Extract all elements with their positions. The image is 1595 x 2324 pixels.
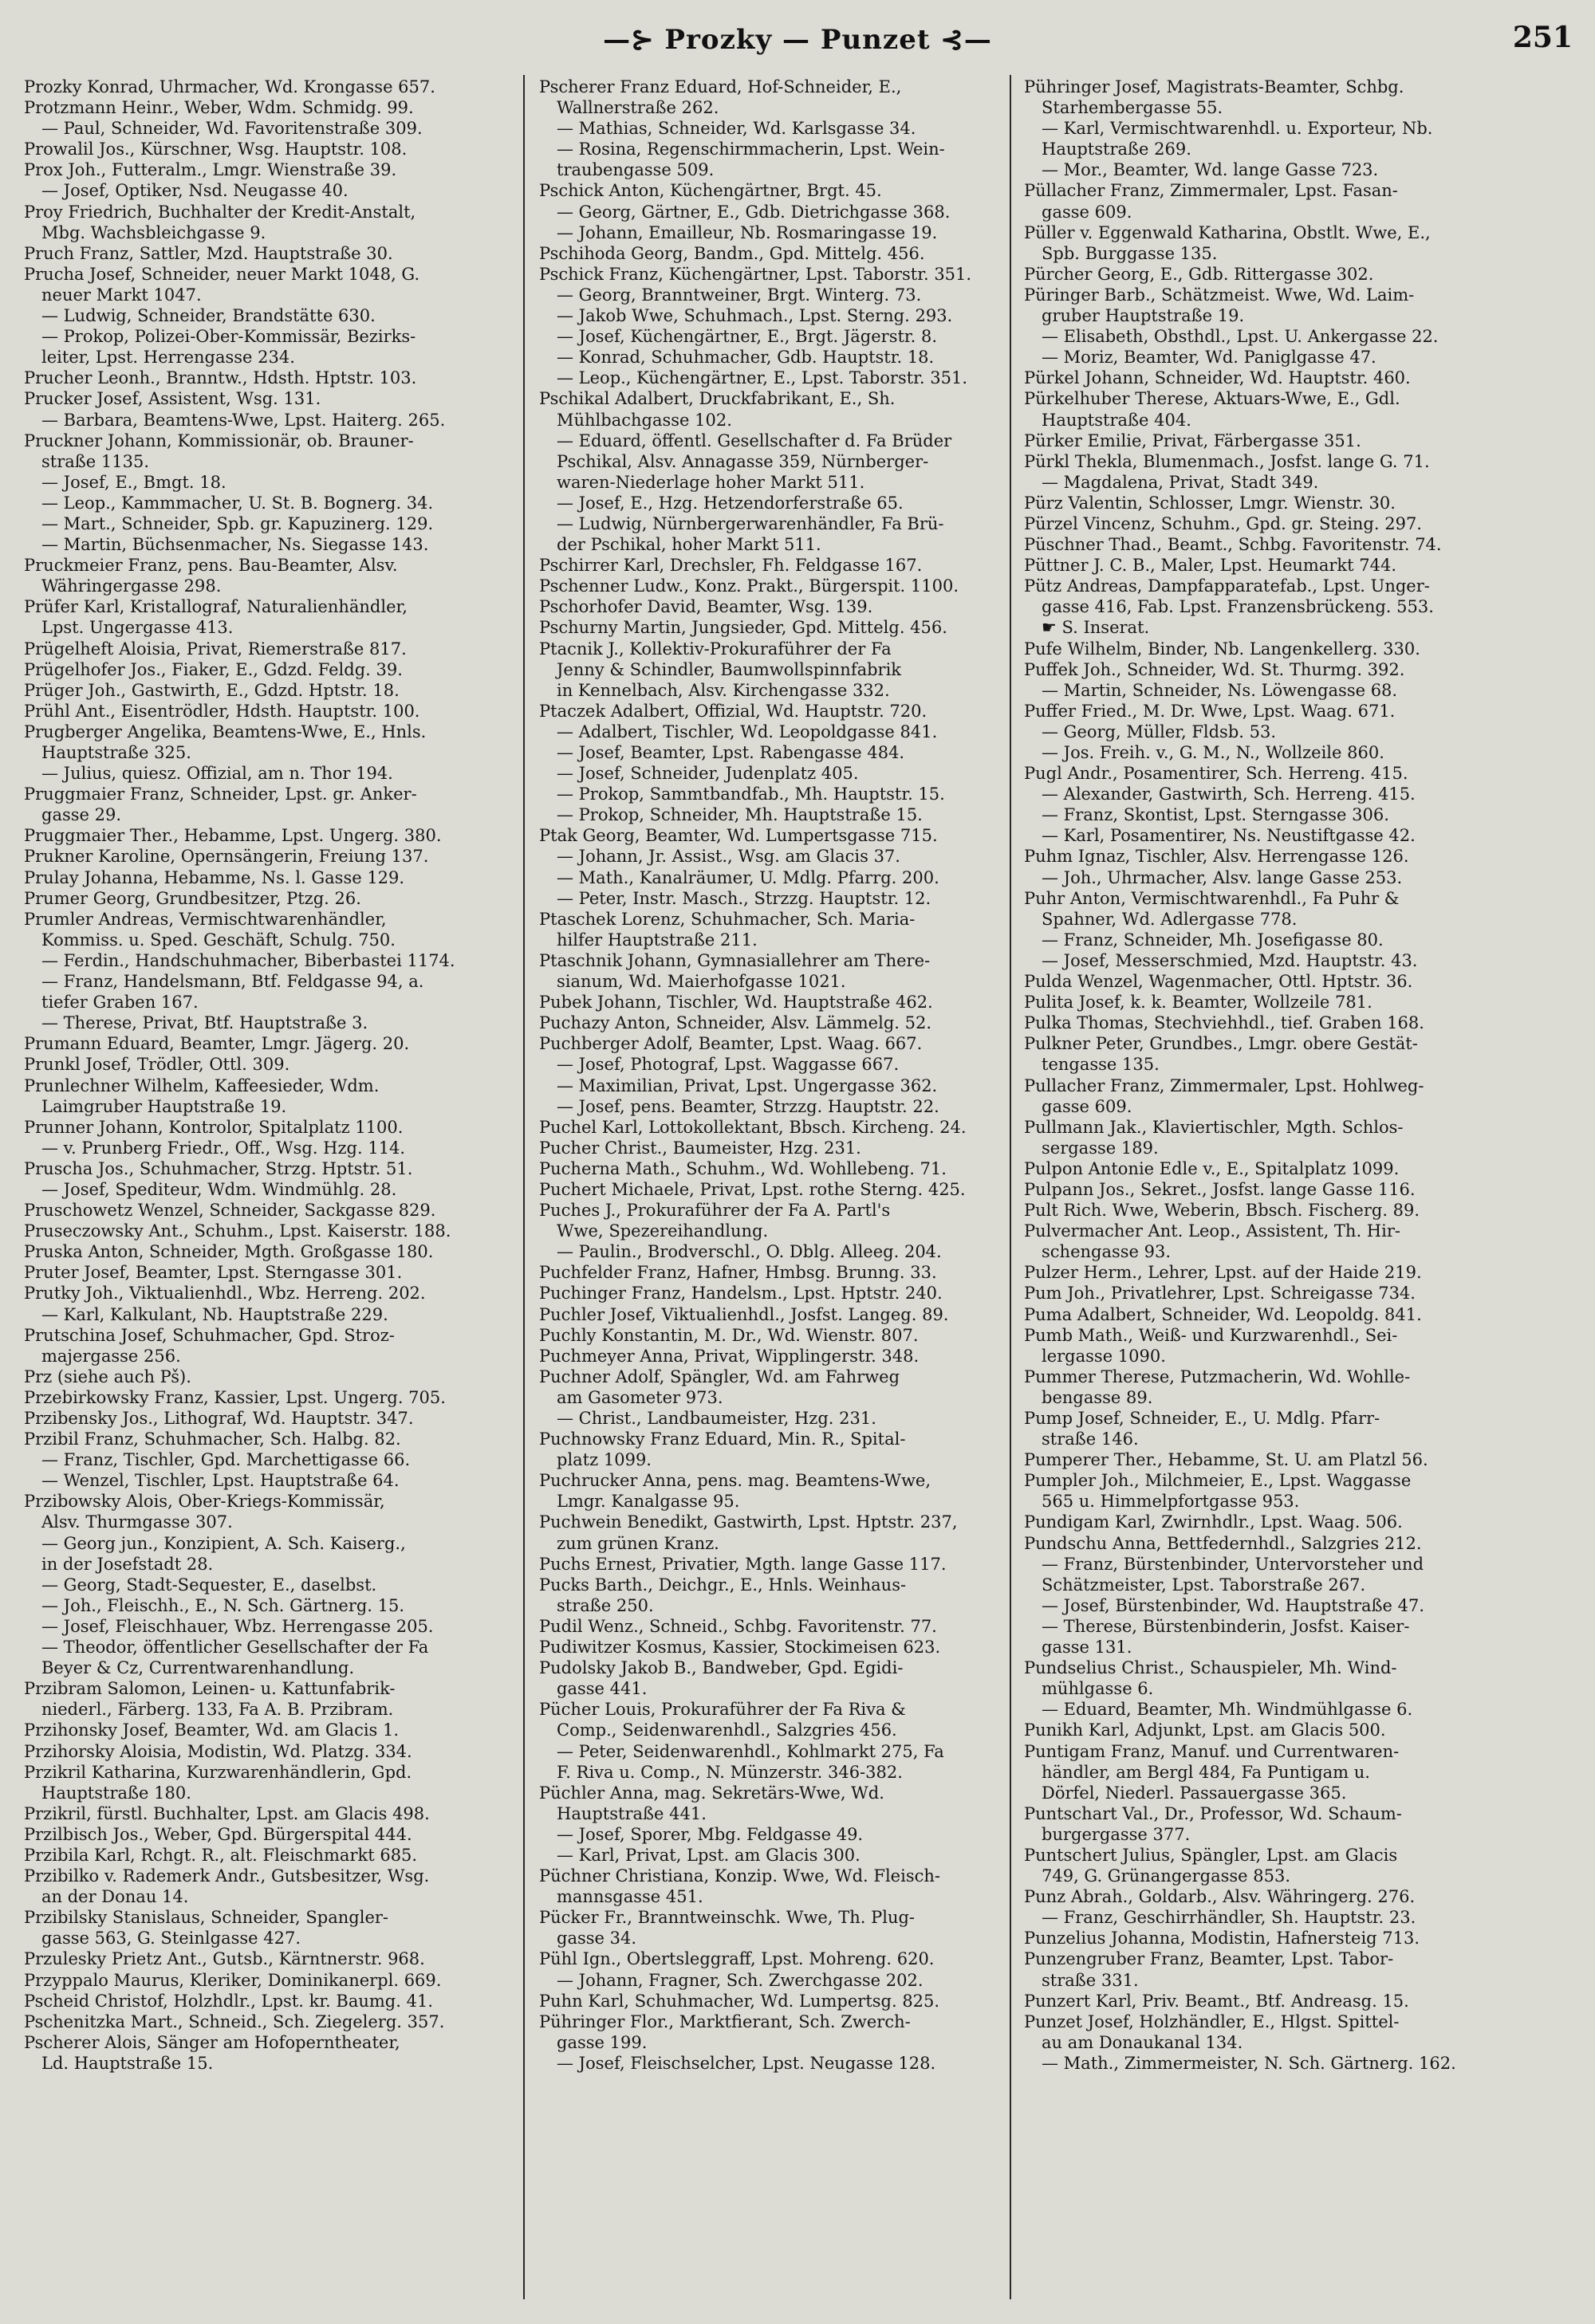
directory-entry-continuation: straße 250. xyxy=(557,1595,654,1615)
directory-entry: Pulzer Herm., Lehrer, Lpst. auf der Haide 219. xyxy=(1024,1263,1422,1283)
directory-entry: Prumler Andreas, Vermischtwarenhändler, xyxy=(24,909,387,929)
directory-entry: Pullmann Jak., Klaviertischler, Mgth. Schlos- xyxy=(1024,1117,1404,1137)
directory-entry: Puchrucker Anna, pens. mag. Beamtens-Wwe, xyxy=(539,1471,931,1491)
directory-entry: Puhr Anton, Vermischtwarenhdl., Fa Puhr & xyxy=(1024,888,1400,908)
directory-entry-continuation: gasse 609. xyxy=(1042,1096,1132,1116)
directory-entry: Prumann Eduard, Beamter, Lmgr. Jägerg. 20. xyxy=(24,1034,410,1054)
directory-entry: Puhn Karl, Schuhmacher, Wd. Lumpertsg. 825. xyxy=(539,1991,940,2011)
directory-entry: Punikh Karl, Adjunkt, Lpst. am Glacis 500. xyxy=(1024,1720,1386,1740)
directory-entry-continuation: Wallnerstraße 262. xyxy=(557,98,719,118)
directory-entry: Ptaschek Lorenz, Schuhmacher, Sch. Maria- xyxy=(539,909,916,929)
directory-subentry: — Martin, Büchsenmacher, Ns. Siegasse 143. xyxy=(41,535,429,555)
directory-entry: Pucher Christ., Baumeister, Hzg. 231. xyxy=(539,1138,861,1158)
directory-subentry: — Barbara, Beamtens-Wwe, Lpst. Haiterg. 265. xyxy=(41,410,446,430)
directory-entry: Pumpler Joh., Milchmeier, E., Lpst. Waggasse xyxy=(1024,1471,1412,1491)
directory-entry: Pruch Franz, Sattler, Mzd. Hauptstraße 30. xyxy=(24,243,393,263)
directory-entry-continuation: Ld. Hauptstraße 15. xyxy=(41,2053,214,2073)
directory-entry: Punz Abrah., Goldarb., Alsv. Währingerg. 276. xyxy=(1024,1887,1416,1907)
directory-subentry: — Franz, Tischler, Gpd. Marchettigasse 66. xyxy=(41,1450,411,1470)
directory-entry-continuation: Hauptstraße 180. xyxy=(41,1783,191,1803)
directory-entry: Puffek Joh., Schneider, Wd. St. Thurmg. 392. xyxy=(1024,659,1405,679)
directory-subentry: — Johann, Emailleur, Nb. Rosmaringasse 19. xyxy=(557,222,938,242)
directory-entry: Pürcher Georg, E., Gdb. Rittergasse 302. xyxy=(1024,264,1374,284)
directory-entry: Pullacher Franz, Zimmermaler, Lpst. Hohlweg- xyxy=(1024,1075,1424,1095)
directory-entry-continuation: majergasse 256. xyxy=(41,1346,181,1366)
directory-entry-continuation: hilfer Hauptstraße 211. xyxy=(557,930,758,950)
directory-entry: Pruckmeier Franz, pens. Bau-Beamter, Alsv. xyxy=(24,556,398,576)
directory-subentry: — Math., Zimmermeister, N. Sch. Gärtnerg. 162. xyxy=(1042,2053,1456,2073)
directory-subentry: — Jos. Freih. v., G. M., N., Wollzeile 860. xyxy=(1042,743,1384,762)
directory-entry: Pschenitzka Mart., Schneid., Sch. Ziegelerg. 357. xyxy=(24,2011,445,2031)
directory-subentry: — Josef, Bürstenbinder, Wd. Hauptstraße 47. xyxy=(1042,1595,1425,1615)
directory-entry-continuation: gasse 34. xyxy=(557,1929,637,1948)
directory-entry: Püttner J. C. B., Maler, Lpst. Heumarkt 744. xyxy=(1024,556,1397,576)
directory-entry: Pscheid Christof, Holzhdlr., Lpst. kr. Baumg. 41. xyxy=(24,1991,433,2011)
directory-entry: Przikril Katharina, Kurzwarenhändlerin, Gpd. xyxy=(24,1762,412,1782)
directory-entry-continuation: Hauptstraße 325. xyxy=(41,743,191,762)
directory-entry: Przibensky Jos., Lithograf, Wd. Hauptstr. 347. xyxy=(24,1409,414,1428)
directory-entry-continuation: Kommiss. u. Sped. Geschäft, Schulg. 750. xyxy=(41,930,396,950)
directory-entry: Puchmeyer Anna, Privat, Wipplingerstr. 348. xyxy=(539,1346,920,1366)
directory-subentry: — Wenzel, Tischler, Lpst. Hauptstraße 64. xyxy=(41,1471,400,1491)
directory-entry: Pücker Fr., Branntweinschk. Wwe, Th. Plug- xyxy=(539,1908,916,1928)
directory-subentry: — Magdalena, Privat, Stadt 349. xyxy=(1042,472,1319,492)
directory-subentry: — Jakob Wwe, Schuhmach., Lpst. Sterng. 293. xyxy=(557,306,953,326)
directory-subentry: — Georg, Müller, Fldsb. 53. xyxy=(1042,722,1277,741)
directory-entry-continuation: tengasse 135. xyxy=(1042,1055,1160,1075)
directory-subentry: — Leop., Kammmacher, U. St. B. Bognerg. 34. xyxy=(41,493,434,513)
directory-subentry: — Karl, Posamentirer, Ns. Neustiftgasse 42. xyxy=(1042,826,1416,846)
directory-entry: Prüger Joh., Gastwirth, E., Gdzd. Hptstr. 18. xyxy=(24,680,400,700)
directory-entry-continuation: sergasse 189. xyxy=(1042,1138,1159,1158)
directory-entry-continuation: in Kennelbach, Alsv. Kirchengasse 332. xyxy=(557,680,890,700)
directory-subentry: — Leop., Küchengärtner, E., Lpst. Taborstr. 351. xyxy=(557,368,968,388)
directory-entry: Pulpon Antonie Edle v., E., Spitalplatz 1099. xyxy=(1024,1158,1400,1178)
directory-entry-continuation: gasse 131. xyxy=(1042,1638,1132,1657)
directory-column-right xyxy=(1024,77,1574,2301)
directory-subentry: — Josef, Sporer, Mbg. Feldgasse 49. xyxy=(557,1824,864,1844)
column-divider xyxy=(523,75,525,2299)
directory-entry: Przibila Karl, Rchgt. R., alt. Fleischmarkt 685. xyxy=(24,1845,418,1865)
directory-entry: Puchnowsky Franz Eduard, Min. R., Spital- xyxy=(539,1429,906,1449)
directory-subentry: — Paul, Schneider, Wd. Favoritenstraße 309. xyxy=(41,119,423,139)
directory-entry: Pummer Therese, Putzmacherin, Wd. Wohlle- xyxy=(1024,1366,1411,1386)
directory-entry: Pürker Emilie, Privat, Färbergasse 351. xyxy=(1024,431,1361,450)
directory-entry-continuation: Starhembergasse 55. xyxy=(1042,98,1223,118)
directory-entry: Przihorsky Aloisia, Modistin, Wd. Platzg. 334. xyxy=(24,1741,412,1761)
directory-entry: Pühringer Josef, Magistrats-Beamter, Schbg. xyxy=(1024,77,1404,96)
directory-subentry: — Johann, Fragner, Sch. Zwerchgasse 202. xyxy=(557,1970,924,1990)
directory-entry: Pühl Ign., Obertsleggraff, Lpst. Mohreng. 620. xyxy=(539,1949,935,1969)
directory-entry-continuation: am Gasometer 973. xyxy=(557,1387,723,1407)
directory-entry: Prz (siehe auch Pš). xyxy=(24,1366,191,1386)
directory-entry: Pschikal Adalbert, Druckfabrikant, E., Sh. xyxy=(539,389,896,409)
directory-entry: Ptacnik J., Kollektiv-Prokuraführer der Fa xyxy=(539,639,892,659)
directory-entry-continuation: F. Riva u. Comp., N. Münzerstr. 346-382. xyxy=(557,1762,903,1782)
directory-entry-continuation: an der Donau 14. xyxy=(41,1887,189,1907)
directory-entry-continuation: leiter, Lpst. Herrengasse 234. xyxy=(41,348,295,368)
directory-entry: Pum Joh., Privatlehrer, Lpst. Schreigasse 734. xyxy=(1024,1284,1416,1304)
directory-entry: Pschick Anton, Küchengärtner, Brgt. 45. xyxy=(539,181,882,201)
directory-entry-continuation: in der Josefstadt 28. xyxy=(41,1554,214,1574)
directory-entry: Pulka Thomas, Stechviehhdl., tief. Graben 168. xyxy=(1024,1013,1424,1033)
directory-entry: Püchner Christiana, Konzip. Wwe, Wd. Fleisch- xyxy=(539,1866,940,1886)
directory-subentry: — Theodor, öffentlicher Gesellschafter der Fa xyxy=(41,1638,429,1657)
directory-entry-continuation: Spahner, Wd. Adlergasse 778. xyxy=(1042,909,1298,929)
directory-entry: Puchner Adolf, Spängler, Wd. am Fahrweg xyxy=(539,1366,900,1386)
directory-subentry: — Josef, Photograf, Lpst. Waggasse 667. xyxy=(557,1055,900,1075)
directory-entry: Ptaschnik Johann, Gymnasiallehrer am There- xyxy=(539,950,931,970)
directory-entry: Puchwein Benedikt, Gastwirth, Lpst. Hptstr. 237, xyxy=(539,1512,958,1532)
directory-entry: Püschner Thad., Beamt., Schbg. Favoritenstr. 74. xyxy=(1024,535,1442,555)
directory-entry: Prozky Konrad, Uhrmacher, Wd. Krongasse 657. xyxy=(24,77,435,96)
directory-entry: Pundselius Christ., Schauspieler, Mh. Wind- xyxy=(1024,1658,1397,1678)
directory-entry: Pruckner Johann, Kommissionär, ob. Brauner- xyxy=(24,431,414,450)
directory-entry: Prunner Johann, Kontrolor, Spitalplatz 1100. xyxy=(24,1117,404,1137)
directory-entry-continuation: Jenny & Schindler, Baumwollspinnfabrik xyxy=(557,659,902,679)
directory-entry-continuation: Wwe, Spezereihandlung. xyxy=(557,1221,769,1241)
directory-subentry: — Franz, Handelsmann, Btf. Feldgasse 94, a. xyxy=(41,972,424,992)
directory-subentry: — Josef, Fleischselcher, Lpst. Neugasse 128. xyxy=(557,2053,936,2073)
directory-entry: Pürkl Thekla, Blumenmach., Josfst. lange G. 71. xyxy=(1024,451,1430,471)
directory-subentry: — Peter, Seidenwarenhdl., Kohlmarkt 275, Fa xyxy=(557,1741,944,1761)
directory-subentry: — Adalbert, Tischler, Wd. Leopoldgasse 841. xyxy=(557,722,938,741)
directory-entry: Pruschowetz Wenzel, Schneider, Sackgasse 829. xyxy=(24,1201,436,1221)
directory-entry: Pulita Josef, k. k. Beamter, Wollzeile 781. xyxy=(1024,993,1372,1013)
directory-entry: Prukner Karoline, Opernsängerin, Freiung 137. xyxy=(24,847,429,867)
directory-entry: Punzet Josef, Holzhändler, E., Hlgst. Spittel- xyxy=(1024,2011,1400,2031)
directory-subentry: — Josef, Optiker, Nsd. Neugasse 40. xyxy=(41,181,349,201)
directory-entry: Prüfer Karl, Kristallograf, Naturalienhändler, xyxy=(24,597,408,617)
directory-entry: Puma Adalbert, Schneider, Wd. Leopoldg. 841. xyxy=(1024,1304,1422,1324)
directory-entry: Pufe Wilhelm, Binder, Nb. Langenkellerg. 330. xyxy=(1024,639,1420,659)
directory-subentry: — Prokop, Schneider, Mh. Hauptstraße 15. xyxy=(557,805,923,825)
directory-entry-continuation: Spb. Burggasse 135. xyxy=(1042,243,1218,263)
directory-entry: Puchfelder Franz, Hafner, Hmbsg. Brunng. 33. xyxy=(539,1263,937,1283)
directory-entry: Pschorhofer David, Beamter, Wsg. 139. xyxy=(539,597,873,617)
directory-subentry: — Paulin., Brodverschl., O. Dblg. Alleeg. 204. xyxy=(557,1242,942,1262)
directory-entry: Pühringer Flor., Marktfierant, Sch. Zwerch- xyxy=(539,2011,911,2031)
directory-subentry: — Math., Kanalräumer, U. Mdlg. Pfarrg. 200. xyxy=(557,867,939,887)
directory-subentry: — Rosina, Regenschirmmacherin, Lpst. Wein- xyxy=(557,140,945,159)
page-number: 251 xyxy=(1512,21,1573,54)
directory-entry: Puntigam Franz, Manuf. und Currentwaren- xyxy=(1024,1741,1400,1761)
directory-entry: Püringer Barb., Schätzmeist. Wwe, Wd. Laim- xyxy=(1024,285,1415,305)
directory-entry-continuation: tiefer Graben 167. xyxy=(41,993,199,1013)
directory-subentry: — Moriz, Beamter, Wd. Paniglgasse 47. xyxy=(1042,348,1376,368)
directory-entry: Pscherer Alois, Sänger am Hofoperntheater, xyxy=(24,2032,400,2052)
column-divider xyxy=(1010,75,1011,2299)
directory-subentry: — Georg, Branntweiner, Brgt. Winterg. 73. xyxy=(557,285,922,305)
directory-subentry: — Christ., Landbaumeister, Hzg. 231. xyxy=(557,1409,876,1428)
directory-subentry: — Mathias, Schneider, Wd. Karlsgasse 34. xyxy=(557,119,916,139)
directory-entry: Pumperer Ther., Hebamme, St. U. am Platzl 56. xyxy=(1024,1450,1428,1470)
directory-entry-continuation: platz 1099. xyxy=(557,1450,652,1470)
directory-subentry: — Karl, Kalkulant, Nb. Hauptstraße 229. xyxy=(41,1304,388,1324)
directory-entry: Przikril, fürstl. Buchhalter, Lpst. am Glacis 498. xyxy=(24,1803,430,1823)
directory-entry: Przibilko v. Rademerk Andr., Gutsbesitzer, Wsg. xyxy=(24,1866,430,1886)
directory-subentry: — v. Prunberg Friedr., Off., Wsg. Hzg. 114. xyxy=(41,1138,406,1158)
directory-entry-continuation: gruber Hauptstraße 19. xyxy=(1042,306,1245,326)
directory-entry-continuation: Hauptstraße 404. xyxy=(1042,410,1191,430)
directory-subentry: — Franz, Schneider, Mh. Josefigasse 80. xyxy=(1042,930,1384,950)
directory-subentry: — Eduard, Beamter, Mh. Windmühlgasse 6. xyxy=(1042,1700,1413,1720)
directory-entry: Pult Rich. Wwe, Weberin, Bbsch. Fischerg. 89. xyxy=(1024,1201,1420,1221)
directory-entry: Pütz Andreas, Dampfapparatefab., Lpst. Unger- xyxy=(1024,576,1430,596)
directory-entry-continuation: Schätzmeister, Lpst. Taborstraße 267. xyxy=(1042,1575,1366,1595)
directory-entry: Pücher Louis, Prokuraführer der Fa Riva & xyxy=(539,1700,906,1720)
directory-entry: Pundschu Anna, Bettfedernhdl., Salzgries 212. xyxy=(1024,1533,1422,1553)
directory-entry: Puchert Michaele, Privat, Lpst. rothe Sterng. 425. xyxy=(539,1179,966,1199)
directory-subentry: — Josef, E., Hzg. Hetzendorferstraße 65. xyxy=(557,493,904,513)
directory-subentry: — Josef, Küchengärtner, E., Brgt. Jägerstr. 8. xyxy=(557,327,938,347)
directory-subentry: — Alexander, Gastwirth, Sch. Herreng. 415. xyxy=(1042,784,1416,804)
directory-entry-continuation: straße 331. xyxy=(1042,1970,1139,1990)
directory-entry: Pschenner Ludw., Konz. Prakt., Bürgerspit. 1100. xyxy=(539,576,959,596)
directory-column-left xyxy=(24,77,518,2301)
directory-entry: Püchler Anna, mag. Sekretärs-Wwe, Wd. xyxy=(539,1783,884,1803)
directory-subentry: — Josef, Fleischhauer, Wbz. Herrengasse 205. xyxy=(41,1616,434,1636)
directory-entry: Pucherna Math., Schuhm., Wd. Wohllebeng. 71. xyxy=(539,1158,947,1178)
directory-entry: Puchly Konstantin, M. Dr., Wd. Wienstr. 807. xyxy=(539,1325,919,1345)
directory-entry: Prumer Georg, Grundbesitzer, Ptzg. 26. xyxy=(24,888,361,908)
directory-entry: Pundigam Karl, Zwirnhdlr., Lpst. Waag. 506. xyxy=(1024,1512,1403,1532)
directory-entry-continuation: händler, am Bergl 484, Fa Puntigam u. xyxy=(1042,1762,1370,1782)
directory-subentry: — Georg jun., Konzipient, A. Sch. Kaiserg., xyxy=(41,1533,406,1553)
directory-entry-continuation: gasse 441. xyxy=(557,1679,648,1699)
directory-subentry: — Julius, quiesz. Offizial, am n. Thor 194. xyxy=(41,764,393,784)
directory-subentry: — Therese, Privat, Btf. Hauptstraße 3. xyxy=(41,1013,368,1033)
directory-subentry: — Josef, Spediteur, Wdm. Windmühlg. 28. xyxy=(41,1179,397,1199)
directory-entry-continuation: Lmgr. Kanalgasse 95. xyxy=(557,1492,740,1512)
directory-entry-continuation: niederl., Färberg. 133, Fa A. B. Przibram. xyxy=(41,1700,394,1720)
directory-subentry: — Ferdin., Handschuhmacher, Biberbastei 1174. xyxy=(41,950,455,970)
directory-entry-continuation: Lpst. Ungergasse 413. xyxy=(41,618,234,638)
directory-entry-continuation: Beyer & Cz, Currentwarenhandlung. xyxy=(41,1658,355,1678)
directory-entry-continuation: der Pschikal, hoher Markt 511. xyxy=(557,535,821,555)
directory-entry: Prutschina Josef, Schuhmacher, Gpd. Stroz- xyxy=(24,1325,395,1345)
directory-entry-continuation: Laimgruber Hauptstraße 19. xyxy=(41,1096,287,1116)
directory-subentry: — Josef, E., Bmgt. 18. xyxy=(41,472,226,492)
directory-entry: Pulvermacher Ant. Leop., Assistent, Th. Hir- xyxy=(1024,1221,1400,1241)
directory-subentry: — Prokop, Sammtbandfab., Mh. Hauptstr. 15. xyxy=(557,784,945,804)
directory-subentry: — Josef, pens. Beamter, Strzzg. Hauptstr. 22. xyxy=(557,1096,939,1116)
directory-subentry: — Franz, Bürstenbinder, Untervorsteher und xyxy=(1042,1554,1424,1574)
directory-entry: Pürzel Vincenz, Schuhm., Gpd. gr. Steing. 297. xyxy=(1024,513,1422,533)
directory-entry-continuation: Mbg. Wachsbleichgasse 9. xyxy=(41,222,266,242)
directory-entry: Püllacher Franz, Zimmermaler, Lpst. Fasan- xyxy=(1024,181,1398,201)
directory-entry: Punzert Karl, Priv. Beamt., Btf. Andreasg. 15. xyxy=(1024,1991,1409,2011)
directory-entry: Prutky Joh., Viktualienhdl., Wbz. Herreng. 202. xyxy=(24,1284,426,1304)
directory-entry: Przyppalo Maurus, Kleriker, Dominikanerpl. 669. xyxy=(24,1970,442,1990)
directory-entry: Pruska Anton, Schneider, Mgth. Großgasse 180. xyxy=(24,1242,434,1262)
directory-entry: Pschick Franz, Küchengärtner, Lpst. Taborstr. 351. xyxy=(539,264,972,284)
directory-subentry: — Franz, Geschirrhändler, Sh. Hauptstr. 23. xyxy=(1042,1908,1416,1928)
directory-entry: Pschihoda Georg, Bandm., Gpd. Mittelg. 456. xyxy=(539,243,925,263)
directory-subentry: — Karl, Vermischtwarenhdl. u. Exporteur, Nb. xyxy=(1042,119,1433,139)
directory-entry-continuation: Alsv. Thurmgasse 307. xyxy=(41,1512,233,1532)
directory-entry-continuation: bengasse 89. xyxy=(1042,1387,1153,1407)
directory-entry: Pschurny Martin, Jungsieder, Gpd. Mittelg. 456. xyxy=(539,618,947,638)
directory-entry: Pudil Wenz., Schneid., Schbg. Favoritenstr. 77. xyxy=(539,1616,937,1636)
directory-entry-continuation: Comp., Seidenwarenhdl., Salzgries 456. xyxy=(557,1720,897,1740)
directory-entry: Pudiwitzer Kosmus, Kassier, Stockimeisen 623. xyxy=(539,1638,941,1657)
directory-subentry: — Johann, Jr. Assist., Wsg. am Glacis 37. xyxy=(557,847,900,867)
directory-entry-continuation: schengasse 93. xyxy=(1042,1242,1172,1262)
directory-entry: Prunlechner Wilhelm, Kaffeesieder, Wdm. xyxy=(24,1075,380,1095)
directory-entry: Przibil Franz, Schuhmacher, Sch. Halbg. 82. xyxy=(24,1429,401,1449)
directory-subentry: — Mart., Schneider, Spb. gr. Kapuzinerg. 129. xyxy=(41,513,434,533)
directory-entry: Pulkner Peter, Grundbes., Lmgr. obere Gestät- xyxy=(1024,1034,1418,1054)
directory-subentry: — Ludwig, Nürnbergerwarenhändler, Fa Brü- xyxy=(557,513,944,533)
running-title: —⊱ Prozky — Punzet ⊰— xyxy=(603,24,992,56)
directory-entry: Prucker Josef, Assistent, Wsg. 131. xyxy=(24,389,321,409)
directory-entry: Protzmann Heinr., Weber, Wdm. Schmidg. 99. xyxy=(24,98,414,118)
directory-entry-continuation: Währingergasse 298. xyxy=(41,576,222,596)
directory-subentry: — Josef, Schneider, Judenplatz 405. xyxy=(557,764,859,784)
directory-entry: Przulesky Prietz Ant., Gutsb., Kärntnerstr. 968. xyxy=(24,1949,425,1969)
directory-entry-continuation: mühlgasse 6. xyxy=(1042,1679,1154,1699)
directory-subentry: — Eduard, öffentl. Gesellschafter d. Fa Brüder xyxy=(557,431,952,450)
directory-entry: Prunkl Josef, Trödler, Ottl. 309. xyxy=(24,1055,290,1075)
directory-subentry: — Josef, Beamter, Lpst. Rabengasse 484. xyxy=(557,743,905,762)
directory-entry: Puchinger Franz, Handelsm., Lpst. Hptstr. 240. xyxy=(539,1284,943,1304)
directory-entry: Puchel Karl, Lottokollektant, Bbsch. Kircheng. 24. xyxy=(539,1117,967,1137)
directory-entry: Puchazy Anton, Schneider, Alsv. Lämmelg. 52. xyxy=(539,1013,932,1033)
directory-entry-continuation: gasse 29. xyxy=(41,805,122,825)
directory-entry: Puntschert Julius, Spängler, Lpst. am Glacis xyxy=(1024,1845,1398,1865)
directory-entry: Prucher Leonh., Branntw., Hdsth. Hptstr. 103. xyxy=(24,368,417,388)
directory-entry-continuation: Mühlbachgasse 102. xyxy=(557,410,732,430)
directory-entry-continuation: 565 u. Himmelpfortgasse 953. xyxy=(1042,1492,1300,1512)
directory-entry-continuation: gasse 563, G. Steinlgasse 427. xyxy=(41,1929,301,1948)
directory-entry-continuation: sianum, Wd. Maierhofgasse 1021. xyxy=(557,972,846,992)
directory-entry-continuation: Hauptstraße 441. xyxy=(557,1803,707,1823)
directory-subentry: — Josef, Messerschmied, Mzd. Hauptstr. 43. xyxy=(1042,950,1418,970)
directory-entry: Przihonsky Josef, Beamter, Wd. am Glacis 1. xyxy=(24,1720,400,1740)
directory-subentry: — Franz, Skontist, Lpst. Sterngasse 306. xyxy=(1042,805,1389,825)
directory-entry: Pürz Valentin, Schlosser, Lmgr. Wienstr. 30. xyxy=(1024,493,1396,513)
directory-entry-continuation: Hauptstraße 269. xyxy=(1042,140,1191,159)
directory-entry-continuation: au am Donaukanal 134. xyxy=(1042,2032,1243,2052)
directory-entry-continuation: Dörfel, Niederl. Passauergasse 365. xyxy=(1042,1783,1347,1803)
directory-subentry: — Prokop, Polizei-Ober-Kommissär, Bezirks- xyxy=(41,327,416,347)
directory-column-middle xyxy=(539,77,1002,2301)
directory-subentry: ☛ S. Inserat. xyxy=(1042,618,1150,638)
directory-entry: Pschirrer Karl, Drechsler, Fh. Feldgasse 167. xyxy=(539,556,923,576)
directory-entry: Pürkel Johann, Schneider, Wd. Hauptstr. 460. xyxy=(1024,368,1411,388)
directory-entry: Puntschart Val., Dr., Professor, Wd. Schaum- xyxy=(1024,1803,1402,1823)
page-header xyxy=(0,19,1595,64)
directory-entry: Pubek Johann, Tischler, Wd. Hauptstraße 462. xyxy=(539,993,933,1013)
directory-entry-continuation: neuer Markt 1047. xyxy=(41,285,202,305)
directory-entry: Pucks Barth., Deichgr., E., Hnls. Weinhaus- xyxy=(539,1575,907,1595)
directory-entry: Pruggmaier Ther., Hebamme, Lpst. Ungerg. 380. xyxy=(24,826,442,846)
directory-entry: Püller v. Eggenwald Katharina, Obstlt. Wwe, E., xyxy=(1024,222,1431,242)
directory-entry: Punzelius Johanna, Modistin, Hafnersteig 713. xyxy=(1024,1929,1420,1948)
directory-entry: Przibilsky Stanislaus, Schneider, Spangler- xyxy=(24,1908,389,1928)
directory-entry: Przibram Salomon, Leinen- u. Kattunfabrik- xyxy=(24,1679,396,1699)
directory-entry: Pruseczowsky Ant., Schuhm., Lpst. Kaiserstr. 188. xyxy=(24,1221,451,1241)
directory-entry-continuation: straße 146. xyxy=(1042,1429,1139,1449)
directory-entry: Puhm Ignaz, Tischler, Alsv. Herrengasse 126. xyxy=(1024,847,1409,867)
directory-entry: Prühl Ant., Eisentrödler, Hdsth. Hauptstr. 100. xyxy=(24,701,420,721)
directory-entry-continuation: gasse 199. xyxy=(557,2032,648,2052)
directory-entry: Ptak Georg, Beamter, Wd. Lumpertsgasse 715. xyxy=(539,826,938,846)
directory-entry: Puches J., Prokuraführer der Fa A. Partl's xyxy=(539,1201,891,1221)
directory-subentry: — Ludwig, Schneider, Brandstätte 630. xyxy=(41,306,376,326)
directory-entry: Pruggmaier Franz, Schneider, Lpst. gr. Anker- xyxy=(24,784,417,804)
directory-subentry: — Peter, Instr. Masch., Strzzg. Hauptstr. 12. xyxy=(557,888,931,908)
directory-subentry: — Joh., Uhrmacher, Alsv. lange Gasse 253. xyxy=(1042,867,1403,887)
directory-subentry: — Therese, Bürstenbinderin, Josfst. Kaiser- xyxy=(1042,1616,1410,1636)
directory-subentry: — Mor., Beamter, Wd. lange Gasse 723. xyxy=(1042,160,1379,180)
directory-entry: Pruter Josef, Beamter, Lpst. Sterngasse 301. xyxy=(24,1263,403,1283)
directory-entry: Puchberger Adolf, Beamter, Lpst. Waag. 667. xyxy=(539,1034,923,1054)
directory-subentry: — Georg, Gärtner, E., Gdb. Dietrichgasse 368. xyxy=(557,202,951,222)
directory-entry: Pulda Wenzel, Wagenmacher, Ottl. Hptstr. 36. xyxy=(1024,972,1413,992)
directory-entry: Puchs Ernest, Privatier, Mgth. lange Gasse 117. xyxy=(539,1554,947,1574)
directory-entry-continuation: straße 1135. xyxy=(41,451,150,471)
directory-entry: Prügelhofer Jos., Fiaker, E., Gdzd. Feldg. 39. xyxy=(24,659,403,679)
directory-entry: Punzengruber Franz, Beamter, Lpst. Tabor- xyxy=(1024,1949,1394,1969)
directory-entry: Pudolsky Jakob B., Bandweber, Gpd. Egidi- xyxy=(539,1658,904,1678)
directory-entry: Prugberger Angelika, Beamtens-Wwe, E., Hnls. xyxy=(24,722,427,741)
directory-subentry: — Joh., Fleischh., E., N. Sch. Gärtnerg. 15. xyxy=(41,1595,405,1615)
directory-entry-continuation: lergasse 1090. xyxy=(1042,1346,1166,1366)
directory-entry: Puchler Josef, Viktualienhdl., Josfst. Langeg. 89. xyxy=(539,1304,949,1324)
directory-entry: Prügelheft Aloisia, Privat, Riemerstraße 817. xyxy=(24,639,407,659)
directory-entry-continuation: Pschikal, Alsv. Annagasse 359, Nürnberger- xyxy=(557,451,929,471)
directory-subentry: — Georg, Stadt-Sequester, E., daselbst. xyxy=(41,1575,377,1595)
directory-entry: Pugl Andr., Posamentirer, Sch. Herreng. 415. xyxy=(1024,764,1408,784)
directory-entry-continuation: burgergasse 377. xyxy=(1042,1824,1191,1844)
directory-entry: Prox Joh., Futteralm., Lmgr. Wienstraße 39. xyxy=(24,160,397,180)
directory-entry-continuation: gasse 416, Fab. Lpst. Franzensbrückeng. 553. xyxy=(1042,597,1434,617)
directory-entry: Prulay Johanna, Hebamme, Ns. l. Gasse 129. xyxy=(24,867,405,887)
directory-entry: Prowalil Jos., Kürschner, Wsg. Hauptstr. 108. xyxy=(24,140,408,159)
directory-entry: Pulpann Jos., Sekret., Josfst. lange Gasse 116. xyxy=(1024,1179,1416,1199)
directory-entry: Przilbisch Jos., Weber, Gpd. Bürgerspital 444. xyxy=(24,1824,412,1844)
directory-entry: Pruscha Jos., Schuhmacher, Strzg. Hptstr. 51. xyxy=(24,1158,413,1178)
directory-entry-continuation: 749, G. Grünangergasse 853. xyxy=(1042,1866,1291,1886)
directory-entry: Prucha Josef, Schneider, neuer Markt 1048, G. xyxy=(24,264,420,284)
directory-entry: Pscherer Franz Eduard, Hof-Schneider, E., xyxy=(539,77,902,96)
directory-entry: Pump Josef, Schneider, E., U. Mdlg. Pfarr- xyxy=(1024,1409,1380,1428)
directory-entry-continuation: zum grünen Kranz. xyxy=(557,1533,719,1553)
directory-subentry: — Martin, Schneider, Ns. Löwengasse 68. xyxy=(1042,680,1398,700)
directory-entry: Ptaczek Adalbert, Offizial, Wd. Hauptstr. 720. xyxy=(539,701,927,721)
directory-subentry: — Karl, Privat, Lpst. am Glacis 300. xyxy=(557,1845,861,1865)
directory-subentry: — Konrad, Schuhmacher, Gdb. Hauptstr. 18. xyxy=(557,348,935,368)
directory-entry-continuation: waren-Niederlage hoher Markt 511. xyxy=(557,472,865,492)
directory-entry-continuation: gasse 609. xyxy=(1042,202,1132,222)
directory-entry-continuation: mannsgasse 451. xyxy=(557,1887,703,1907)
directory-entry: Pumb Math., Weiß- und Kurzwarenhdl., Sei- xyxy=(1024,1325,1398,1345)
directory-subentry: — Maximilian, Privat, Lpst. Ungergasse 362. xyxy=(557,1075,938,1095)
directory-subentry: — Elisabeth, Obsthdl., Lpst. U. Ankergasse 22. xyxy=(1042,327,1439,347)
directory-entry-continuation: traubengasse 509. xyxy=(557,160,715,180)
directory-entry: Puffer Fried., M. Dr. Wwe, Lpst. Waag. 671. xyxy=(1024,701,1396,721)
directory-entry: Proy Friedrich, Buchhalter der Kredit-Anstalt, xyxy=(24,202,416,222)
directory-entry: Przebirkowsky Franz, Kassier, Lpst. Ungerg. 705. xyxy=(24,1387,446,1407)
directory-entry: Pürkelhuber Therese, Aktuars-Wwe, E., Gdl. xyxy=(1024,389,1400,409)
directory-entry: Przibowsky Alois, Ober-Kriegs-Kommissär, xyxy=(24,1492,385,1512)
